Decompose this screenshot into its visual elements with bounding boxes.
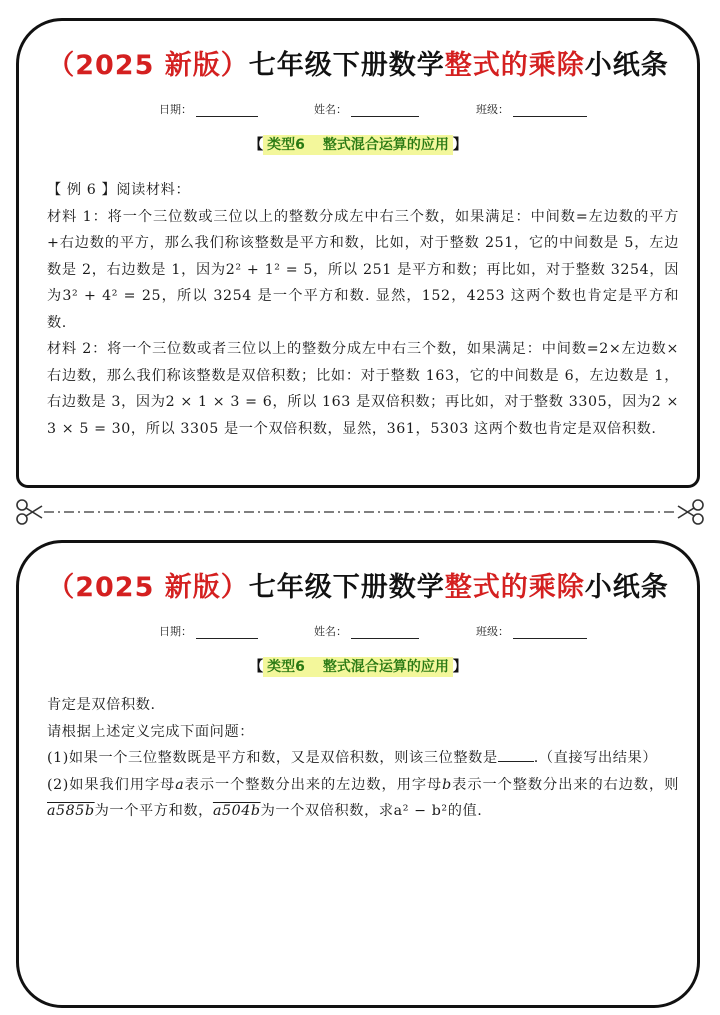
instruction-line: 请根据上述定义完成下面问题： [47, 723, 255, 740]
material-1: 材料 1：将一个三位数或三位以上的整数分成左中右三个数，如果满足：中间数=左边数的平方+右边数的平方，那么我们称该整数是平方和数，比如，对于整数 251，它的中间数是 5，左边数是 2，右边数是 1，因为2² + 1² = 5，所以 251 是平方和数；再比如，对于整数 3254，因为3² + 4² = 25，所以 3254 是一个平方和数. 显然，152，4253 这两个数也肯定是平方和数. [47, 208, 679, 331]
material-2: 材料 2：将一个三位数或者三位以上的整数分成左中右三个数，如果满足：中间数=2×左边数×右边数，那么我们称该整数是双倍积数；比如：对于整数 163，它的中间数是 6，左边数是 1，右边数是 3，因为2 × 1 × 3 = 6，所以 163 是双倍积数；再比如，对于整数 3305，因为2 × 3 × 5 = 30，所以 3305 是一个双倍积数，显然，361，5303 这两个数也肯定是双倍积数. [47, 341, 679, 437]
title-suffix: 小纸条 [584, 572, 669, 603]
equation: 3² + 4² = 25 [62, 288, 162, 304]
question-2: (2)如果我们用字母a表示一个整数分出来的左边数，用字母b表示一个整数分出来的右边数，则a585b为一个平方和数，a504b为一个双倍积数，求a² − b²的值. [47, 776, 679, 819]
type-heading: 【 类型6 整式混合运算的应用 】 [249, 659, 467, 675]
title-edition: （2025 新版） [47, 50, 249, 81]
class-blank [513, 104, 587, 117]
class-field: 班级： [476, 623, 587, 639]
meta-row [19, 101, 697, 117]
top-note-card [16, 18, 700, 488]
bottom-content [47, 692, 679, 825]
type-text: 整式混合运算的应用 [322, 659, 449, 675]
meta-row [19, 623, 697, 639]
answer-blank [498, 747, 534, 762]
name-blank [351, 626, 419, 639]
scissors-icon [17, 500, 42, 524]
class-field: 班级： [476, 101, 587, 117]
title-edition: （2025 新版） [47, 572, 249, 603]
page-title [19, 565, 697, 604]
date-blank [196, 626, 258, 639]
expression: a² − b² [393, 803, 448, 819]
class-blank [513, 626, 587, 639]
variable-b: b [442, 776, 452, 793]
equation: 2 × 3 × 5 = 30 [47, 394, 679, 437]
overlined-number: a504b [212, 803, 261, 819]
scissors-icon [678, 500, 703, 524]
date-field: 日期： [159, 623, 258, 639]
title-topic: 整式的乘除 [444, 572, 585, 603]
overlined-number: a585b [47, 803, 95, 819]
bottom-note-card [16, 540, 700, 1008]
variable-a: a [175, 776, 185, 793]
equation: 2² + 1² = 5 [225, 261, 314, 278]
type-text: 整式混合运算的应用 [322, 137, 449, 153]
name-field: 姓名： [314, 101, 419, 117]
continuation-line: 肯定是双倍积数. [47, 697, 156, 713]
title-topic: 整式的乘除 [444, 50, 585, 81]
date-blank [196, 104, 258, 117]
top-content [47, 177, 679, 442]
name-blank [351, 104, 419, 117]
example-label: 【 例 6 】阅读材料： [47, 182, 191, 198]
title-grade: 七年级下册数学 [248, 50, 445, 81]
type-number: 类型6 [267, 137, 305, 153]
equation: 2 × 1 × 3 = 6 [165, 394, 273, 410]
date-field: 日期： [159, 101, 258, 117]
cut-line [0, 498, 720, 526]
title-suffix: 小纸条 [584, 50, 669, 81]
title-grade: 七年级下册数学 [248, 572, 445, 603]
question-1: (1)如果一个三位整数既是平方和数，又是双倍积数，则该三位整数是 .（直接写出结果） [47, 745, 679, 772]
type-number: 类型6 [267, 659, 305, 675]
page-title [19, 43, 697, 82]
type-heading: 【 类型6 整式混合运算的应用 】 [249, 137, 467, 153]
name-field: 姓名： [314, 623, 419, 639]
